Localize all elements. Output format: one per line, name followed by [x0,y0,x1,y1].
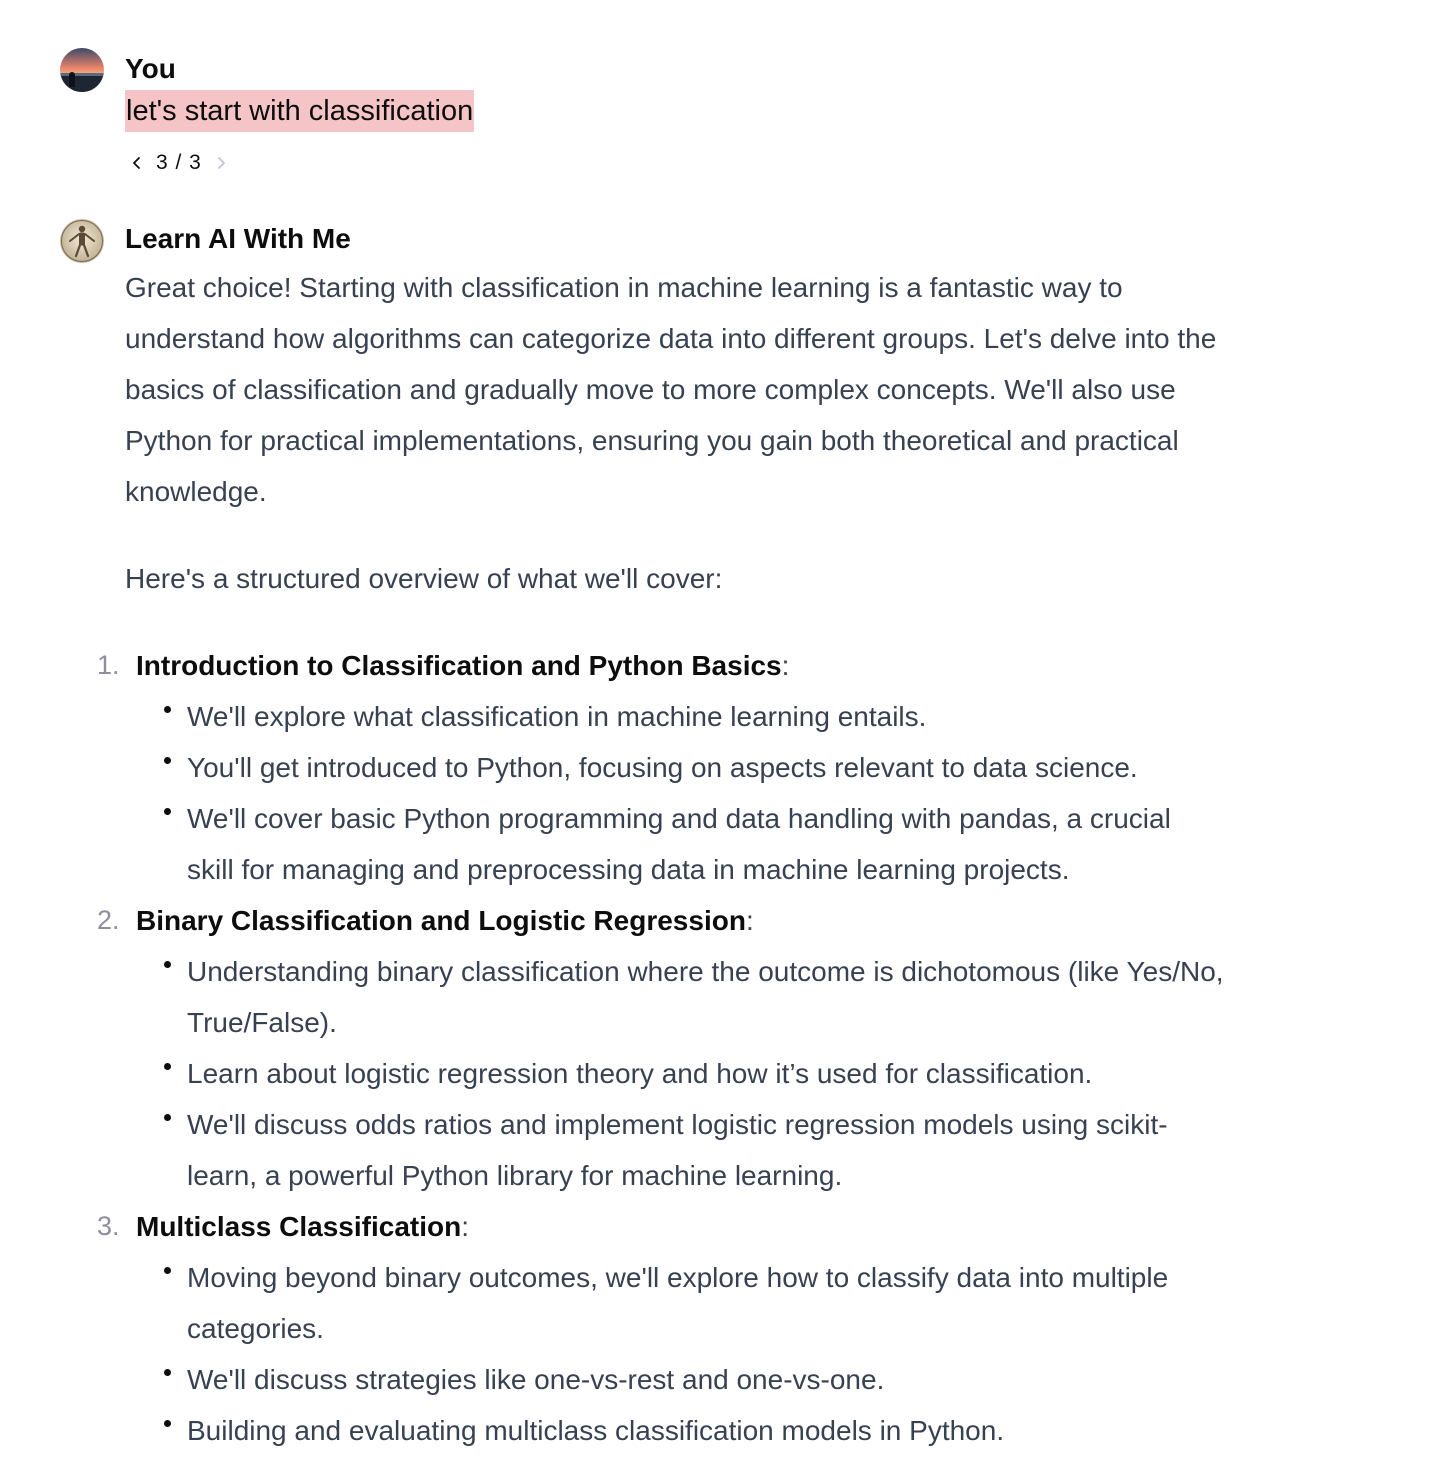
topic-bullets [136,691,1225,895]
assistant-avatar [60,219,104,263]
bullet-item: You'll get introduced to Python, focusing on aspects relevant to data science. [187,742,1225,793]
topic-title: Introduction to Classification and Python Basics [136,650,782,681]
topic-title: Binary Classification and Logistic Regression [136,905,746,936]
topic-number: 2. [97,905,120,935]
bullet-item: Understanding binary classification where the outcome is dichotomous (like Yes/No, True/False). [187,946,1225,1048]
intro-paragraph: Great choice! Starting with classification in machine learning is a fantastic way to understand how algorithms can categorize data into different groups. Let's delve into the basics of classification and gradually move to more complex concepts. We'll also use Python for practical implementations, ensuring you gain both theoretical and practical knowledge. [125,272,1217,507]
topic-bullets [136,946,1225,1201]
bullet-item: We'll explore what classification in machine learning entails. [187,691,1225,742]
topic-number: 1. [97,650,120,680]
topic-title: Multiclass Classification [136,1211,462,1242]
topic-item: 3. Multiclass Classification: Moving beyond binary outcomes, we'll explore how to classify data into multiple categories. We'll discuss strategies like one-vs-rest and one-vs-one. Building and evaluating multiclass classification models in Python. [125,1201,1225,1456]
topic-number: 3. [97,1211,120,1241]
pager-count: 3 / 3 [156,151,202,174]
bullet-item: Moving beyond binary outcomes, we'll explore how to classify data into multiple categories. [187,1252,1225,1354]
user-message: let's start with classification [125,90,474,132]
bullet-item: Learn about logistic regression theory and how it’s used for classification. [187,1048,1225,1099]
topic-list [97,640,1225,1456]
response-pager [126,148,232,178]
chevron-left-icon[interactable] [126,152,148,174]
overview-paragraph: Here's a structured overview of what we'll cover: [125,563,723,594]
user-name: You [125,53,176,84]
topic-item: 2. Binary Classification and Logistic Regression: Understanding binary classification where the outcome is dichotomous (like Yes/No, True/False). Learn about logistic regression theory and how it’s used for classification. We'll discuss odds ratios and implement logistic regression models using scikit-learn, a powerful Python library for machine learning. [125,895,1225,1201]
bullet-item: We'll cover basic Python programming and data handling with pandas, a crucial skill for managing and preprocessing data in machine learning projects. [187,793,1225,895]
user-avatar [60,48,104,92]
bullet-item: We'll discuss odds ratios and implement logistic regression models using scikit-learn, a powerful Python library for machine learning. [187,1099,1225,1201]
assistant-message [97,262,1225,1456]
bullet-item: Building and evaluating multiclass classification models in Python. [187,1405,1225,1456]
topic-bullets [136,1252,1225,1456]
bullet-item: We'll discuss strategies like one-vs-rest and one-vs-one. [187,1354,1225,1405]
chevron-right-icon[interactable] [210,152,232,174]
assistant-name: Learn AI With Me [125,223,351,254]
topic-item: 1. Introduction to Classification and Python Basics: We'll explore what classification in machine learning entails. You'll get introduced to Python, focusing on aspects relevant to data science. We'll cover basic Python programming and data handling with pandas, a crucial skill for managing and preprocessing data in machine learning projects. [125,640,1225,895]
